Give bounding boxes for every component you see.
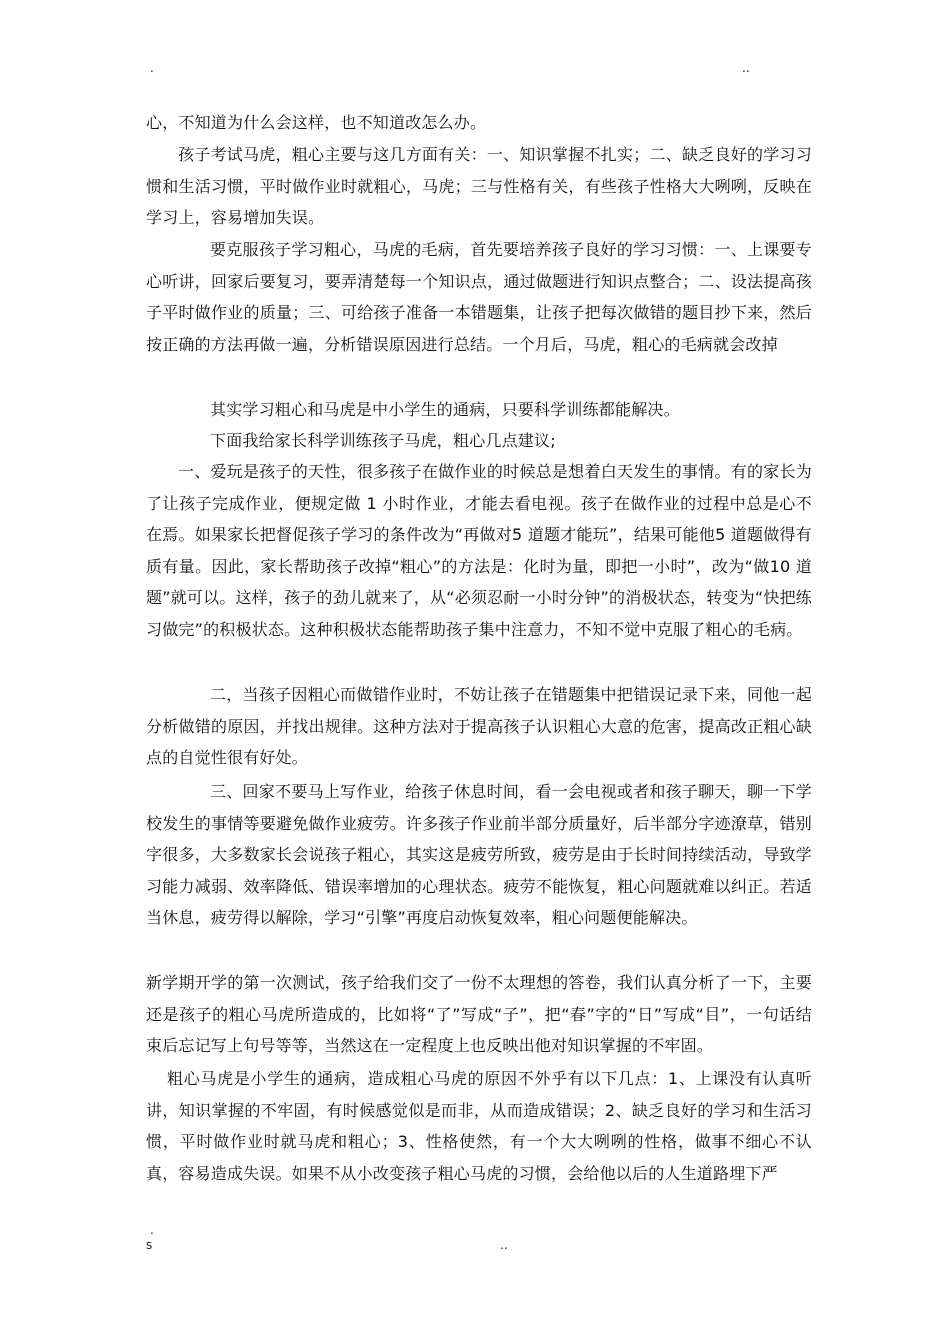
header-left-mark: . [150, 61, 154, 75]
footer-dot-mark: . [150, 1223, 154, 1237]
paragraph-4: 其实学习粗心和马虎是中小学生的通病，只要科学训练都能解决。 [210, 400, 680, 419]
footer-left-mark: s [146, 1238, 153, 1252]
paragraph-9: 新学期开学的第一次测试，孩子给我们交了一份不太理想的答卷，我们认真分析了一下，主要还是孩子的粗心马虎所造成的，比如将“了”写成“子”，把“春”字的“日”写成“目”，一句话结束后忘记写上句号等等，当然这在一定程度上也反映出他对知识掌握的不牢固。 [146, 973, 812, 1055]
paragraph-7: 二，当孩子因粗心而做错作业时，不妨让孩子在错题集中把错误记录下来，同他一起分析做错的原因，并找出规律。这种方法对于提高孩子认识粗心大意的危害，提高改正粗心缺点的自觉性很有好处。 [146, 685, 812, 767]
footer-right-mark: .. [500, 1238, 508, 1252]
paragraph-2: 孩子考试马虎，粗心主要与这几方面有关：一、知识掌握不扎实；二、缺乏良好的学习习惯和生活习惯，平时做作业时就粗心，马虎；三与性格有关，有些孩子性格大大咧咧，反映在学习上，容易增加失误。 [146, 145, 812, 227]
paragraph-6: 一、爱玩是孩子的天性，很多孩子在做作业的时候总是想着白天发生的事情。有的家长为了让孩子完成作业，便规定做 1 小时作业，才能去看电视。孩子在做作业的过程中总是心不在焉。如果家长把督促孩子学习的条件改为“再做对5 道题才能玩”，结果可能他5 道题做得有质有量。因此，家长帮助孩子改掉“粗心”的方法是：化时为量，即把一小时”，改为“做10 道题”就可以。这样，孩子的劲儿就来了，从“必须忍耐一小时分钟”的消极状态，转变为“快把练习做完”的积极状态。这种积极状态能帮助孩子集中注意力，不知不觉中克服了粗心的毛病。 [146, 462, 812, 639]
paragraph-1: 心，不知道为什么会这样，也不知道改怎么办。 [146, 113, 487, 132]
paragraph-8: 三、回家不要马上写作业，给孩子休息时间，看一会电视或者和孩子聊天，聊一下学校发生的事情等要避免做作业疲劳。许多孩子作业前半部分质量好，后半部分字迹潦草，错别字很多，大多数家长会说孩子粗心，其实这是疲劳所致，疲劳是由于长时间持续活动，导致学习能力减弱、效率降低、错误率增加的心理状态。疲劳不能恢复，粗心问题就难以纠正。若适当休息，疲劳得以解除，学习“引擎”再度启动恢复效率，粗心问题便能解决。 [146, 782, 812, 927]
paragraph-3: 要克服孩子学习粗心，马虎的毛病，首先要培养孩子良好的学习习惯：一、上课要专心听讲，回家后要复习，要弄清楚每一个知识点，通过做题进行知识点整合；二、设法提高孩子平时做作业的质量；三、可给孩子准备一本错题集，让孩子把每次做错的题目抄下来，然后按正确的方法再做一遍，分析错误原因进行总结。一个月后，马虎，粗心的毛病就会改掉 [146, 240, 812, 354]
paragraph-10: 粗心马虎是小学生的通病，造成粗心马虎的原因不外乎有以下几点：1、上课没有认真听讲，知识掌握的不牢固，有时候感觉似是而非，从而造成错误；2、缺乏良好的学习和生活习惯，平时做作业时就马虎和粗心；3、性格使然，有一个大大咧咧的性格，做事不细心不认真，容易造成失误。如果不从小改变孩子粗心马虎的习惯，会给他以后的人生道路埋下严 [146, 1069, 812, 1183]
paragraph-5: 下面我给家长科学训练孩子马虎，粗心几点建议; [210, 431, 556, 450]
header-right-mark: .. [742, 61, 750, 75]
